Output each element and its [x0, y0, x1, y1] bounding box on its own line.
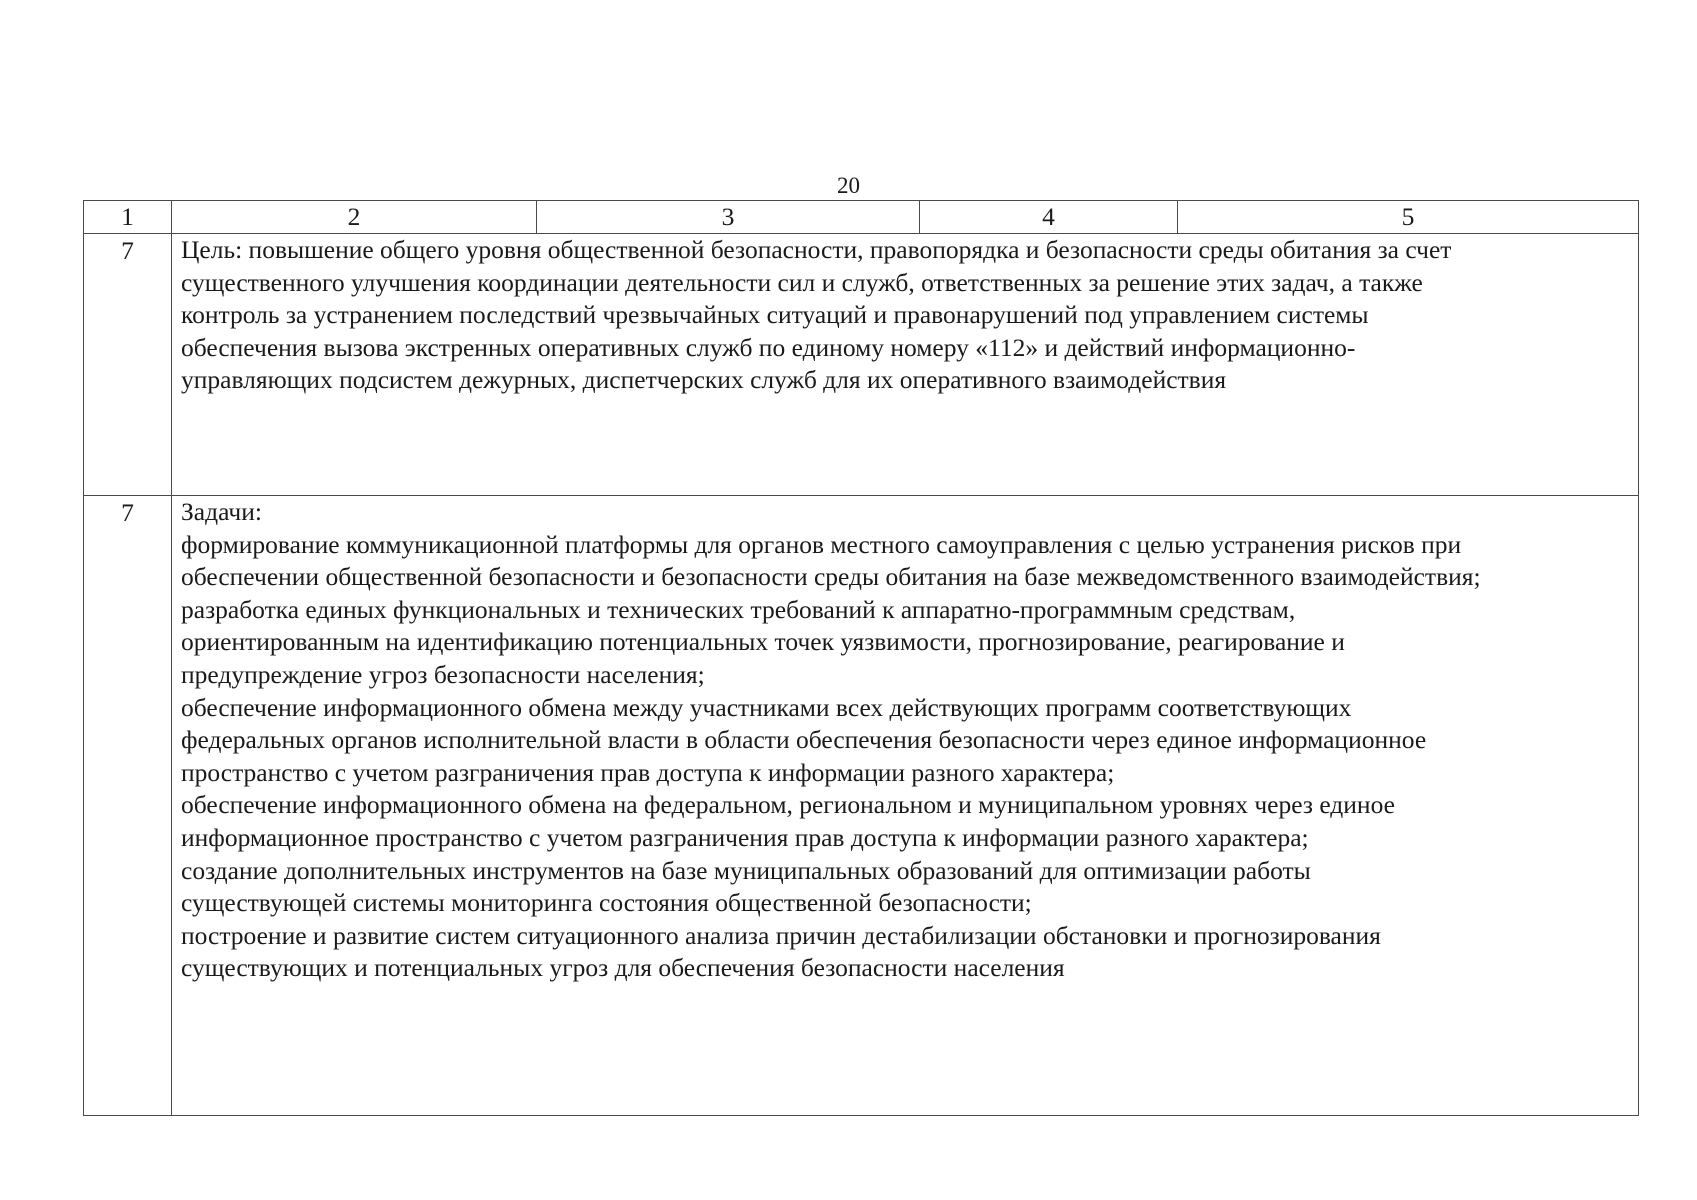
goal-cell — [172, 234, 1639, 496]
tasks-text-line: создание дополнительных инструментов на базе муниципальных образований для оптимизации работы — [181, 855, 1311, 885]
column-header-1: 1 — [84, 201, 172, 234]
tasks-text-line: разработка единых функциональных и технических требований к аппаратно-программным средствам, — [181, 594, 1296, 624]
goal-text-line: управляющих подсистем дежурных, диспетчерских служб для их оперативного взаимодействия — [181, 365, 1227, 395]
column-header-3: 3 — [537, 201, 920, 234]
goal-text-line: обеспечения вызова экстренных оперативных служб по единому номеру «112» и действий информационно- — [181, 332, 1356, 362]
table-header-row — [84, 201, 1639, 234]
tasks-text-line: информационное пространство с учетом разграничения прав доступа к информации разного характера; — [181, 822, 1309, 852]
tasks-text-line: существующей системы мониторинга состояния общественной безопасности; — [181, 888, 1032, 918]
tasks-text-line: предупреждение угроз безопасности населения; — [181, 659, 705, 689]
column-header-4: 4 — [920, 201, 1178, 234]
page-number: 20 — [837, 173, 860, 198]
table-row-goal — [84, 234, 1639, 496]
column-header-2: 2 — [172, 201, 537, 234]
goal-text-line: существенного улучшения координации деятельности сил и служб, ответственных за решение этих задач, а также — [181, 267, 1423, 297]
table-row-tasks — [84, 496, 1639, 1116]
tasks-text-line: обеспечение информационного обмена на федеральном, региональном и муниципальном уровнях через единое — [181, 790, 1395, 820]
tasks-text-line: существующих и потенциальных угроз для обеспечения безопасности населения — [181, 953, 1065, 983]
tasks-text-line: обеспечение информационного обмена между участниками всех действующих программ соответствующих — [181, 692, 1352, 722]
tasks-text-line: федеральных органов исполнительной власти в области обеспечения безопасности через единое информационное — [181, 725, 1427, 755]
tasks-heading: Задачи: — [181, 497, 262, 526]
tasks-text-line: обеспечении общественной безопасности и безопасности среды обитания на базе межведомственного взаимодействия; — [181, 562, 1481, 592]
row-number: 7 — [84, 234, 172, 496]
goal-text-line: контроль за устранением последствий чрезвычайных ситуаций и правонарушений под управлением системы — [181, 300, 1369, 330]
tasks-text-line: ориентированным на идентификацию потенциальных точек уязвимости, прогнозирование, реагирование и — [181, 627, 1345, 657]
column-header-5: 5 — [1178, 201, 1639, 234]
tasks-text-line: пространство с учетом разграничения прав доступа к информации разного характера; — [181, 757, 1115, 787]
tasks-text-line: формирование коммуникационной платформы для органов местного самоуправления с целью устранения рисков при — [181, 529, 1462, 559]
tasks-cell — [172, 496, 1639, 1116]
tasks-text-line: построение и развитие систем ситуационного анализа причин дестабилизации обстановки и прогнозирования — [181, 920, 1381, 950]
goal-text-line: Цель: повышение общего уровня общественной безопасности, правопорядка и безопасности среды обитания за счет — [181, 235, 1452, 264]
program-table — [83, 200, 1639, 1116]
row-number: 7 — [84, 496, 172, 1116]
